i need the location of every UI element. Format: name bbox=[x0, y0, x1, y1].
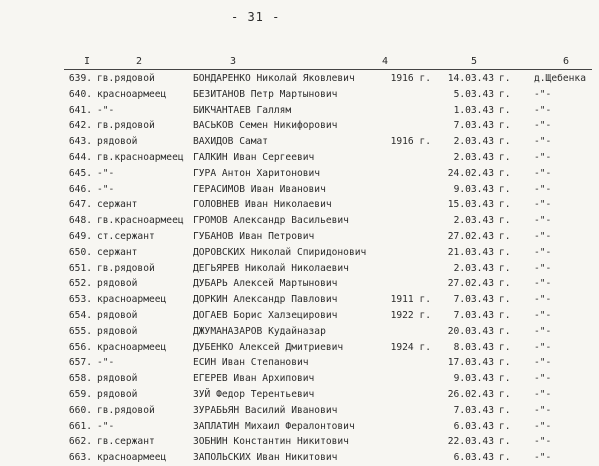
rank: ст.сержант bbox=[97, 230, 155, 242]
row-number: 660. bbox=[68, 404, 92, 416]
roster-table bbox=[0, 71, 599, 466]
full-name: БОНДАРЕНКО Николай Яковлевич bbox=[193, 73, 355, 84]
full-name: ДОРКИН Александр Павлович bbox=[193, 294, 338, 306]
place-note: -"- bbox=[534, 183, 552, 195]
rank: -"- bbox=[97, 357, 115, 369]
date: 24.02.43 bbox=[447, 167, 494, 179]
full-name: ДЕГЬЯРЕВ Николай Николаевич bbox=[193, 262, 349, 274]
page-number: - 31 - bbox=[231, 10, 281, 24]
table-row bbox=[0, 245, 599, 261]
table-row bbox=[0, 213, 599, 229]
place-note: -"- bbox=[534, 215, 552, 227]
column-header-3: 3 bbox=[230, 56, 237, 67]
place-note: -"- bbox=[534, 136, 552, 148]
date: 20.03.43 bbox=[447, 325, 494, 337]
full-name: БЕЗИТАНОВ Петр Мартынович bbox=[193, 88, 338, 100]
table-row bbox=[0, 324, 599, 340]
table-row bbox=[0, 166, 599, 182]
place-note: -"- bbox=[534, 341, 552, 353]
place-note: -"- bbox=[534, 230, 552, 242]
table-row bbox=[0, 450, 599, 466]
birth-year: 1911 г. bbox=[390, 294, 431, 306]
date: 6.03.43 bbox=[453, 420, 494, 432]
row-number: 646. bbox=[68, 183, 92, 195]
date-suffix: г. bbox=[499, 104, 511, 116]
table-row bbox=[0, 71, 599, 87]
full-name: ГРОМОВ Александр Васильевич bbox=[193, 215, 349, 227]
full-name: ГУБАНОВ Иван Петрович bbox=[193, 230, 315, 242]
row-number: 650. bbox=[68, 246, 92, 258]
rank: гв.рядовой bbox=[97, 73, 155, 84]
birth-year: 1924 г. bbox=[390, 341, 431, 353]
full-name: ДОГАЕВ Борис Халзецирович bbox=[193, 309, 338, 321]
table-row bbox=[0, 103, 599, 119]
row-number: 644. bbox=[68, 151, 92, 163]
full-name: ЗУЙ Федор Терентьевич bbox=[193, 388, 315, 400]
place-note: -"- bbox=[534, 167, 552, 179]
table-row bbox=[0, 340, 599, 356]
row-number: 654. bbox=[68, 309, 92, 321]
row-number: 645. bbox=[68, 167, 92, 179]
row-number: 658. bbox=[68, 373, 92, 385]
table-row bbox=[0, 118, 599, 134]
row-number: 655. bbox=[68, 325, 92, 337]
table-row bbox=[0, 434, 599, 450]
rank: гв.рядовой bbox=[97, 120, 155, 132]
date-suffix: г. bbox=[499, 167, 511, 179]
rank: красноармеец bbox=[97, 452, 167, 464]
table-row bbox=[0, 182, 599, 198]
full-name: ЕГЕРЕВ Иван Архипович bbox=[193, 373, 315, 385]
place-note: -"- bbox=[534, 120, 552, 132]
birth-year: 1916 г. bbox=[390, 136, 431, 148]
column-header-1: I bbox=[84, 56, 91, 67]
row-number: 648. bbox=[68, 215, 92, 227]
full-name: ЗАПЛАТИН Михаил Фералонтович bbox=[193, 420, 355, 432]
rank: гв.красноармеец bbox=[97, 151, 184, 163]
date-suffix: г. bbox=[499, 262, 511, 274]
date-suffix: г. bbox=[499, 136, 511, 148]
row-number: 663. bbox=[68, 452, 92, 464]
full-name: ЕСИН Иван Степанович bbox=[193, 357, 309, 369]
place-note: -"- bbox=[534, 262, 552, 274]
table-row bbox=[0, 403, 599, 419]
row-number: 651. bbox=[68, 262, 92, 274]
rank: рядовой bbox=[97, 373, 138, 385]
full-name: ГЕРАСИМОВ Иван Иванович bbox=[193, 183, 326, 195]
rank: гв.рядовой bbox=[97, 262, 155, 274]
column-header-4: 4 bbox=[382, 56, 389, 67]
date-suffix: г. bbox=[499, 452, 511, 464]
place-note: д.Щебенка bbox=[534, 73, 586, 84]
full-name: ЗУРАБЬЯН Василий Иванович bbox=[193, 404, 338, 416]
place-note: -"- bbox=[534, 199, 552, 211]
date-suffix: г. bbox=[499, 388, 511, 400]
date: 2.03.43 bbox=[453, 151, 494, 163]
date-suffix: г. bbox=[499, 420, 511, 432]
row-number: 652. bbox=[68, 278, 92, 290]
date-suffix: г. bbox=[499, 325, 511, 337]
table-row bbox=[0, 371, 599, 387]
rank: сержант bbox=[97, 199, 138, 211]
row-number: 662. bbox=[68, 436, 92, 448]
full-name: ДУБЕНКО Алексей Дмитриевич bbox=[193, 341, 344, 353]
table-row bbox=[0, 387, 599, 403]
full-name: ВАХИДОВ Самат bbox=[193, 136, 269, 148]
rank: гв.сержант bbox=[97, 436, 155, 448]
place-note: -"- bbox=[534, 309, 552, 321]
rank: -"- bbox=[97, 420, 115, 432]
table-row bbox=[0, 355, 599, 371]
header-rule bbox=[64, 69, 592, 70]
table-row bbox=[0, 229, 599, 245]
place-note: -"- bbox=[534, 452, 552, 464]
table-row bbox=[0, 197, 599, 213]
place-note: -"- bbox=[534, 357, 552, 369]
date-suffix: г. bbox=[499, 199, 511, 211]
birth-year: 1916 г. bbox=[390, 73, 431, 84]
place-note: -"- bbox=[534, 373, 552, 385]
date: 9.03.43 bbox=[453, 373, 494, 385]
rank: рядовой bbox=[97, 388, 138, 400]
place-note: -"- bbox=[534, 436, 552, 448]
date: 1.03.43 bbox=[453, 104, 494, 116]
rank: гв.красноармеец bbox=[97, 215, 184, 227]
place-note: -"- bbox=[534, 420, 552, 432]
rank: красноармеец bbox=[97, 341, 167, 353]
date: 15.03.43 bbox=[447, 199, 494, 211]
place-note: -"- bbox=[534, 246, 552, 258]
date: 7.03.43 bbox=[453, 294, 494, 306]
date: 6.03.43 bbox=[453, 452, 494, 464]
row-number: 656. bbox=[68, 341, 92, 353]
full-name: ГОЛОВНЕВ Иван Николаевич bbox=[193, 199, 332, 211]
date: 8.03.43 bbox=[453, 341, 494, 353]
row-number: 657. bbox=[68, 357, 92, 369]
date: 21.03.43 bbox=[447, 246, 494, 258]
date-suffix: г. bbox=[499, 183, 511, 195]
rank: рядовой bbox=[97, 136, 138, 148]
full-name: ЗАПОЛЬСКИХ Иван Никитович bbox=[193, 452, 338, 464]
rank: -"- bbox=[97, 183, 115, 195]
full-name: ДУБАРЬ Алексей Мартынович bbox=[193, 278, 338, 290]
rank: сержант bbox=[97, 246, 138, 258]
date: 26.02.43 bbox=[447, 388, 494, 400]
place-note: -"- bbox=[534, 294, 552, 306]
place-note: -"- bbox=[534, 88, 552, 100]
full-name: ГАЛКИН Иван Сергеевич bbox=[193, 151, 315, 163]
column-header-5: 5 bbox=[471, 56, 478, 67]
place-note: -"- bbox=[534, 104, 552, 116]
full-name: ДЖУМАНАЗАРОВ Кудайназар bbox=[193, 325, 326, 337]
rank: -"- bbox=[97, 104, 115, 116]
date-suffix: г. bbox=[499, 373, 511, 385]
full-name: ГУРА Антон Харитонович bbox=[193, 167, 321, 179]
place-note: -"- bbox=[534, 278, 552, 290]
date-suffix: г. bbox=[499, 246, 511, 258]
date: 14.03.43 bbox=[447, 73, 494, 84]
full-name: ДОРОВСКИХ Николай Спиридонович bbox=[193, 246, 367, 258]
row-number: 640. bbox=[68, 88, 92, 100]
date-suffix: г. bbox=[499, 309, 511, 321]
full-name: ЗОБНИН Константин Никитович bbox=[193, 436, 349, 448]
date-suffix: г. bbox=[499, 404, 511, 416]
rank: рядовой bbox=[97, 325, 138, 337]
table-row bbox=[0, 87, 599, 103]
date: 22.03.43 bbox=[447, 436, 494, 448]
date-suffix: г. bbox=[499, 88, 511, 100]
date-suffix: г. bbox=[499, 215, 511, 227]
birth-year: 1922 г. bbox=[390, 309, 431, 321]
date: 5.03.43 bbox=[453, 88, 494, 100]
row-number: 647. bbox=[68, 199, 92, 211]
rank: красноармеец bbox=[97, 294, 167, 306]
date: 9.03.43 bbox=[453, 183, 494, 195]
place-note: -"- bbox=[534, 151, 552, 163]
table-row bbox=[0, 134, 599, 150]
date-suffix: г. bbox=[499, 120, 511, 132]
date-suffix: г. bbox=[499, 436, 511, 448]
date-suffix: г. bbox=[499, 294, 511, 306]
date-suffix: г. bbox=[499, 151, 511, 163]
place-note: -"- bbox=[534, 404, 552, 416]
date: 2.03.43 bbox=[453, 215, 494, 227]
table-row bbox=[0, 150, 599, 166]
table-row bbox=[0, 261, 599, 277]
place-note: -"- bbox=[534, 325, 552, 337]
row-number: 642. bbox=[68, 120, 92, 132]
date: 27.02.43 bbox=[447, 230, 494, 242]
date-suffix: г. bbox=[499, 278, 511, 290]
row-number: 641. bbox=[68, 104, 92, 116]
place-note: -"- bbox=[534, 388, 552, 400]
column-header-6: 6 bbox=[563, 56, 570, 67]
full-name: БИКЧАНТАЕВ Галлям bbox=[193, 104, 292, 116]
date: 2.03.43 bbox=[453, 136, 494, 148]
row-number: 643. bbox=[68, 136, 92, 148]
rank: рядовой bbox=[97, 278, 138, 290]
row-number: 659. bbox=[68, 388, 92, 400]
column-header-2: 2 bbox=[136, 56, 143, 67]
column-header-row bbox=[0, 56, 599, 68]
full-name: ВАСЬКОВ Семен Никифорович bbox=[193, 120, 338, 132]
table-row bbox=[0, 308, 599, 324]
rank: красноармеец bbox=[97, 88, 167, 100]
date: 7.03.43 bbox=[453, 309, 494, 321]
date-suffix: г. bbox=[499, 73, 511, 84]
row-number: 639. bbox=[68, 73, 92, 84]
date: 7.03.43 bbox=[453, 120, 494, 132]
row-number: 649. bbox=[68, 230, 92, 242]
rank: рядовой bbox=[97, 309, 138, 321]
date-suffix: г. bbox=[499, 341, 511, 353]
date-suffix: г. bbox=[499, 357, 511, 369]
rank: гв.рядовой bbox=[97, 404, 155, 416]
row-number: 661. bbox=[68, 420, 92, 432]
date: 7.03.43 bbox=[453, 404, 494, 416]
table-row bbox=[0, 292, 599, 308]
date: 2.03.43 bbox=[453, 262, 494, 274]
row-number: 653. bbox=[68, 294, 92, 306]
date-suffix: г. bbox=[499, 230, 511, 242]
date: 27.02.43 bbox=[447, 278, 494, 290]
rank: -"- bbox=[97, 167, 115, 179]
table-row bbox=[0, 276, 599, 292]
date: 17.03.43 bbox=[447, 357, 494, 369]
